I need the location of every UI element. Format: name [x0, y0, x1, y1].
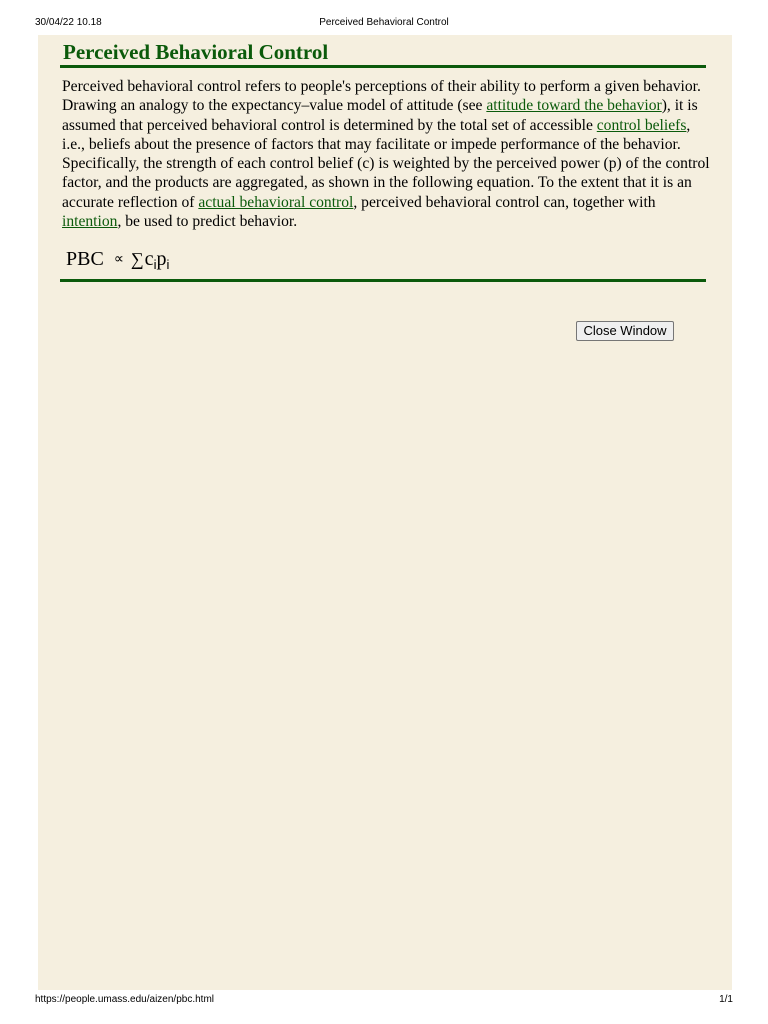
link-attitude-toward-behavior[interactable]: attitude toward the behavior	[486, 97, 662, 115]
pbc-equation	[66, 245, 706, 275]
bottom-divider	[60, 279, 706, 282]
print-date: 30/04/22 10.18	[35, 17, 102, 28]
print-footer	[35, 994, 733, 1007]
print-url: https://people.umass.edu/aizen/pbc.html	[35, 994, 214, 1005]
paragraph-text: , i.e., beliefs about the presence of factors that may facilitate or impede performance of the behavior. Specifically, the strength of each control belief (c) is weighted by the perceived power (p) of the control factor, and the products are aggregated, as shown in the following equation. To the extent that it is an accurate reflection of	[62, 116, 710, 211]
paragraph-text: ), it is assumed that perceived behavioral control is determined by the total set of accessible	[62, 97, 698, 134]
print-header	[35, 17, 733, 30]
equation-c-subscript: i	[153, 257, 157, 273]
equation-p: p	[156, 248, 167, 271]
link-control-beliefs[interactable]: control beliefs	[596, 116, 687, 134]
equation-c: c	[144, 248, 154, 271]
definition-paragraph	[62, 77, 710, 231]
title-divider	[60, 65, 706, 68]
paragraph-text: Perceived behavioral control refers to people's perceptions of their ability to perform a given behavior. Drawing an analogy to the expectancy–value model of attitude (see	[62, 78, 701, 115]
print-page-title: Perceived Behavioral Control	[319, 17, 449, 28]
page-body	[38, 35, 732, 990]
proportional-symbol: ∝	[113, 252, 124, 268]
print-page-number: 1/1	[719, 994, 733, 1005]
page-title: Perceived Behavioral Control	[63, 40, 329, 64]
summation-symbol: ∑	[130, 249, 144, 270]
link-actual-behavioral-control[interactable]: actual behavioral control	[198, 193, 354, 211]
paragraph-text: , be used to predict behavior.	[117, 213, 298, 231]
article	[60, 35, 710, 338]
equation-p-subscript: i	[166, 257, 170, 273]
paragraph-text: , perceived behavioral control can, together with	[353, 193, 656, 211]
close-window-button[interactable]: Close Window	[576, 321, 674, 341]
equation-lhs: PBC	[66, 248, 104, 271]
link-intention[interactable]: intention	[62, 213, 118, 231]
